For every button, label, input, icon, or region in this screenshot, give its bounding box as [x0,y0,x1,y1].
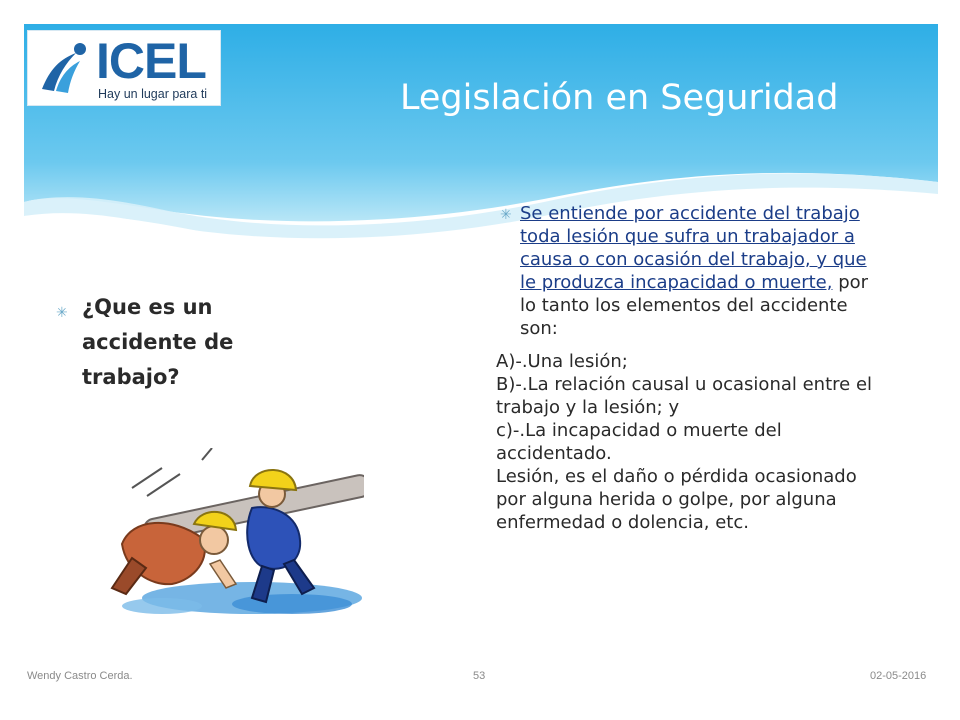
slide-title: Legislación en Seguridad [400,78,839,118]
lesion-paragraph: Lesión, es el daño o pérdida ocasionado por alguna herida o golpe, por alguna enfermedad o dolencia, etc. [496,466,857,533]
item-b: B)-.La relación causal u ocasional entre el trabajo y la lesión; y [496,374,873,418]
icel-logo [27,30,221,106]
definition-rest-text: por lo tanto los elementos del accidente son: [520,272,869,339]
item-a: A)-.Una lesión; [496,351,628,372]
question-text: ¿Que es un accidente de trabajo? [82,295,234,389]
bullet-star-icon: ✳ [500,207,512,223]
bullet-star-icon: ✳ [56,305,68,321]
item-c: c)-.La incapacidad o muerte del accidentado. [496,420,782,464]
footer-author: Wendy Castro Cerda. [27,670,133,682]
icel-logo-mark-icon [36,39,94,97]
footer-page-number: 53 [473,670,486,682]
definition-underlined-text: Se entiende por accidente del trabajo toda lesión que sufra un trabajador a causa o con ocasión del trabajo, y que le produzca incapacidad o muerte, [520,203,867,293]
footer-date: 02-05-2016 [870,670,927,682]
workers-accident-illustration [102,448,364,624]
definition-block [496,202,876,534]
logo-wordmark: ICEL [96,33,206,89]
definition-bullet [496,202,876,340]
logo-tagline: Hay un lugar para ti [98,87,208,101]
question-bullet [56,290,302,395]
